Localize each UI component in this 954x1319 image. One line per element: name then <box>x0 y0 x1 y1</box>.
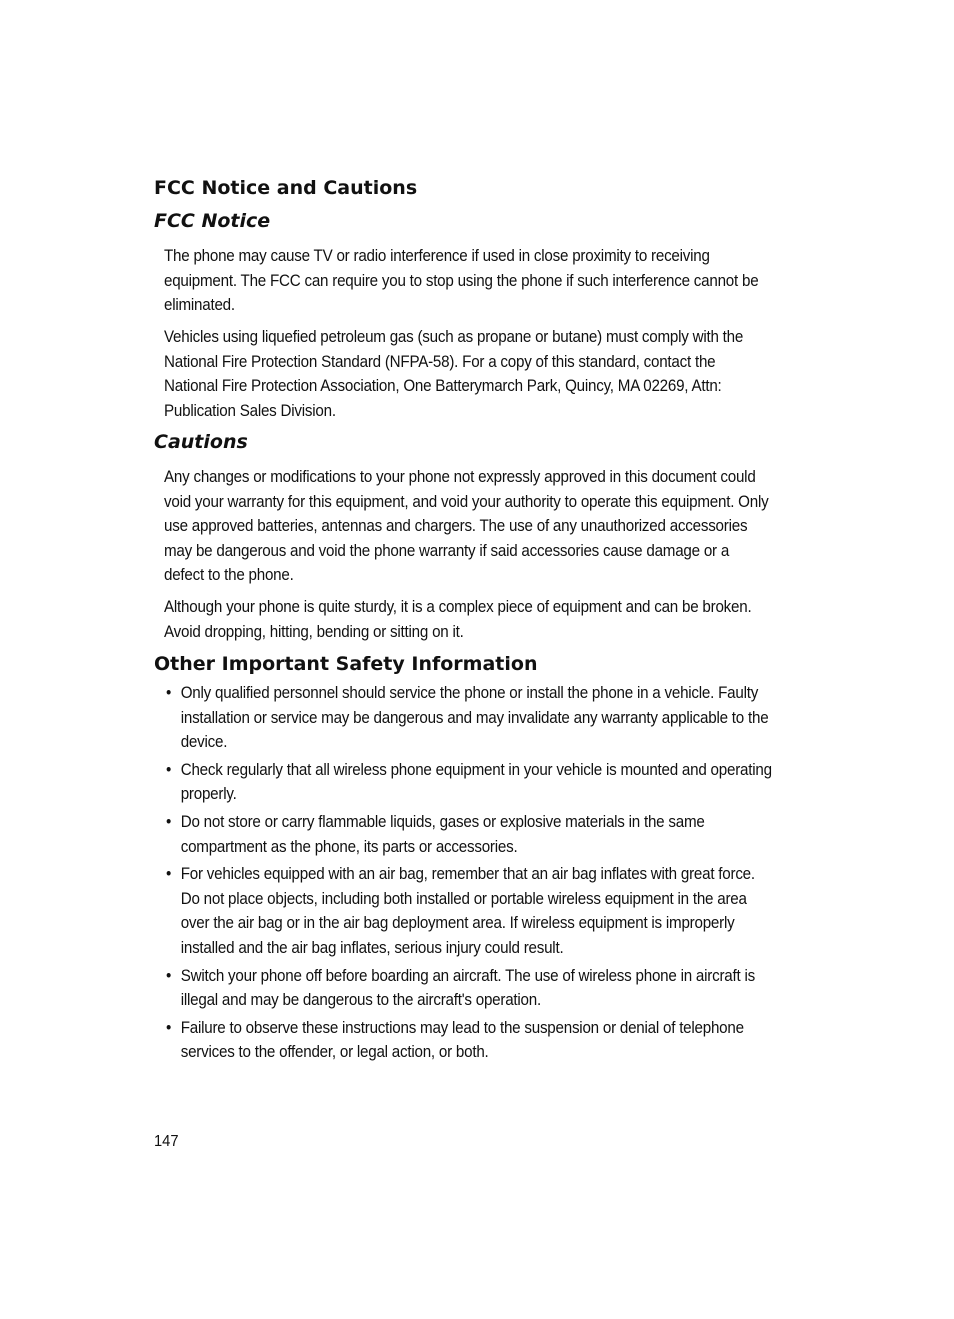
list-item-text: Check regularly that all wireless phone equipment in your vehicle is mounted and operating properly. <box>180 760 772 804</box>
safety-heading: Other Important Safety Information <box>154 653 538 675</box>
bullet-icon: • <box>166 1018 172 1037</box>
cautions-paragraph-1: Any changes or modifications to your phone not expressly approved in this document could void your warranty for this equipment, and void your authority to operate this equipment. Only use approved batteries, antennas and chargers. The use of any unauthorized accessories may be dangerous and void the phone warranty if said accessories cause damage or a defect to the phone. <box>164 468 769 585</box>
list-item <box>166 1016 773 1065</box>
bullet-icon: • <box>166 865 172 884</box>
list-item-text: Do not store or carry flammable liquids, gases or explosive materials in the same compartment as the phone, its parts or accessories. <box>180 812 705 856</box>
safety-bullet-list <box>166 681 773 1068</box>
fcc-notice-heading: FCC Notice <box>154 210 271 232</box>
bullet-icon: • <box>166 966 172 985</box>
fcc-notice-paragraph-2: Vehicles using liquefied petroleum gas (such as propane or butane) must comply with the National Fire Protection Standard (NFPA-58). For a copy of this standard, contact the National Fire Protection Association, One Batterymarch Park, Quincy, MA 02269, Attn: Publication Sales Division. <box>164 328 744 420</box>
section-heading: FCC Notice and Cautions <box>154 177 418 199</box>
list-item <box>166 964 773 1013</box>
fcc-notice-paragraph-1: The phone may cause TV or radio interference if used in close proximity to receiving equipment. The FCC can require you to stop using the phone if such interference cannot be eliminated. <box>164 247 759 315</box>
cautions-paragraph-2: Although your phone is quite sturdy, it is a complex piece of equipment and can be broken. Avoid dropping, hitting, bending or sitting on it. <box>164 598 752 641</box>
page-number: 147 <box>154 1133 179 1150</box>
list-item <box>166 862 773 960</box>
list-item-text: Switch your phone off before boarding an aircraft. The use of wireless phone in aircraft is illegal and may be dangerous to the aircraft's operation. <box>180 966 755 1010</box>
list-item <box>166 758 773 807</box>
list-item <box>166 681 773 755</box>
list-item <box>166 810 773 859</box>
cautions-heading: Cautions <box>154 431 248 453</box>
list-item-text: For vehicles equipped with an air bag, remember that an air bag inflates with great force. Do not place objects, including both installed or portable wireless equipment in the area over the air bag or in the air bag deployment area. If wireless equipment is improperly installed and the air bag inflates, serious injury could result. <box>180 865 755 957</box>
list-item-text: Only qualified personnel should service the phone or install the phone in a vehicle. Faulty installation or service may be dangerous and may invalidate any warranty applicable to the device. <box>180 684 769 752</box>
bullet-icon: • <box>166 684 172 702</box>
list-item-text: Failure to observe these instructions may lead to the suspension or denial of telephone services to the offender, or legal action, or both. <box>180 1018 744 1062</box>
bullet-icon: • <box>166 760 172 779</box>
bullet-icon: • <box>166 812 172 831</box>
